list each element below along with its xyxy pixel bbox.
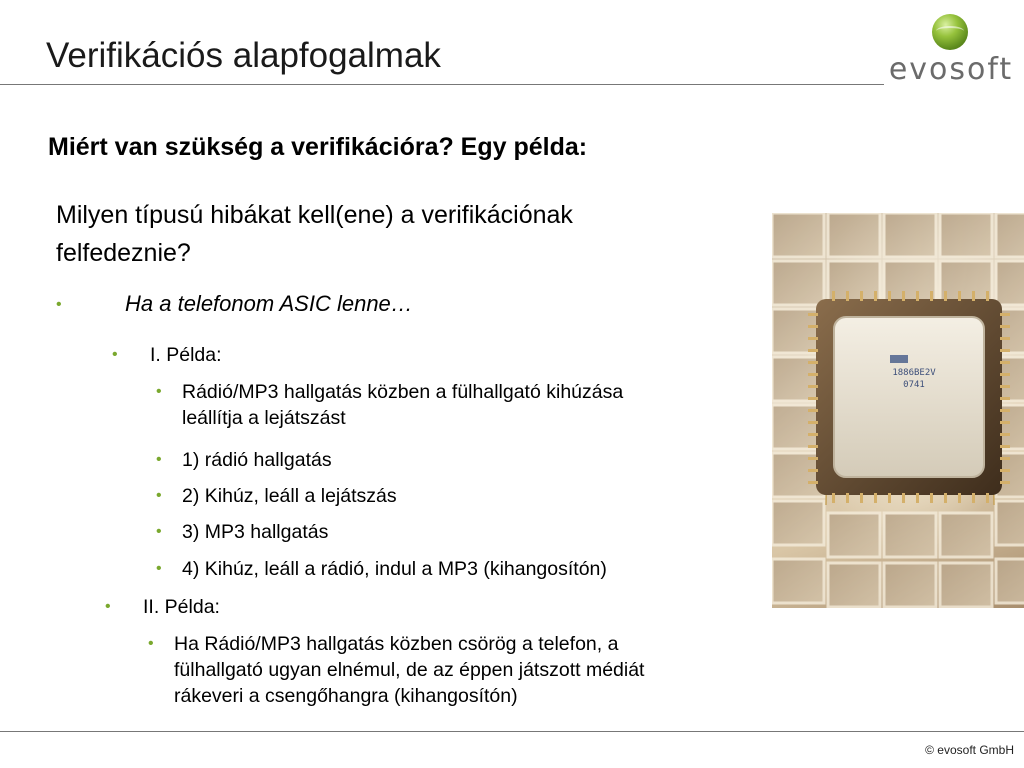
- bullet-icon: •: [156, 383, 162, 400]
- example1-label: I. Példa:: [150, 344, 222, 366]
- bullet-icon: •: [156, 560, 162, 577]
- example2-item: [174, 631, 644, 709]
- logo-ball-icon: [932, 14, 968, 50]
- slide-subtitle: Miért van szükség a verifikációra? Egy példa:: [48, 133, 588, 161]
- bullet-icon: •: [112, 346, 118, 363]
- bullet-icon: •: [148, 635, 154, 652]
- example1-item-line: leállítja a lejátszást: [182, 407, 346, 429]
- example2-label: II. Példa:: [143, 596, 220, 618]
- slide-title: Verifikációs alapfogalmak: [46, 36, 441, 75]
- example1-item-line: Rádió/MP3 hallgatás közben a fülhallgató kihúzása: [182, 381, 624, 403]
- main-bullet-text: Ha a telefonom ASIC lenne…: [125, 291, 413, 316]
- question-text: Milyen típusú hibákat kell(ene) a verifikációnak felfedeznie?: [56, 201, 573, 267]
- title-divider: [0, 84, 884, 85]
- footer-copyright: © evosoft GmbH: [925, 743, 1014, 757]
- example1-item: 1) rádió hallgatás: [182, 449, 332, 471]
- logo-text: evosoft: [888, 52, 1014, 87]
- chip-body: [808, 291, 1010, 503]
- example2-item-line: fülhallgató ugyan elnémul, de az éppen játszott médiát: [174, 659, 645, 681]
- example2-item-line: Ha Rádió/MP3 hallgatás közben csörög a telefon, a: [174, 633, 619, 655]
- example1-item: [182, 379, 623, 431]
- bullet-icon: •: [156, 487, 162, 504]
- evosoft-logo: [888, 14, 1014, 94]
- bullet-icon: •: [105, 598, 111, 615]
- asic-chip-photo: [772, 213, 1024, 608]
- chip-marking-line1: 1886BE2V: [892, 368, 936, 378]
- example1-item: 4) Kihúz, leáll a rádió, indul a MP3 (kihangosítón): [182, 558, 607, 580]
- example1-item: 2) Kihúz, leáll a lejátszás: [182, 485, 397, 507]
- bullet-icon: •: [56, 296, 62, 313]
- bullet-icon: •: [156, 451, 162, 468]
- bullet-icon: •: [156, 523, 162, 540]
- chip-marking-line2: 0741: [903, 380, 925, 390]
- footer-divider: [0, 731, 1024, 732]
- example2-item-line: rákeveri a csengőhangra (kihangosítón): [174, 685, 518, 707]
- example1-item: 3) MP3 hallgatás: [182, 521, 329, 543]
